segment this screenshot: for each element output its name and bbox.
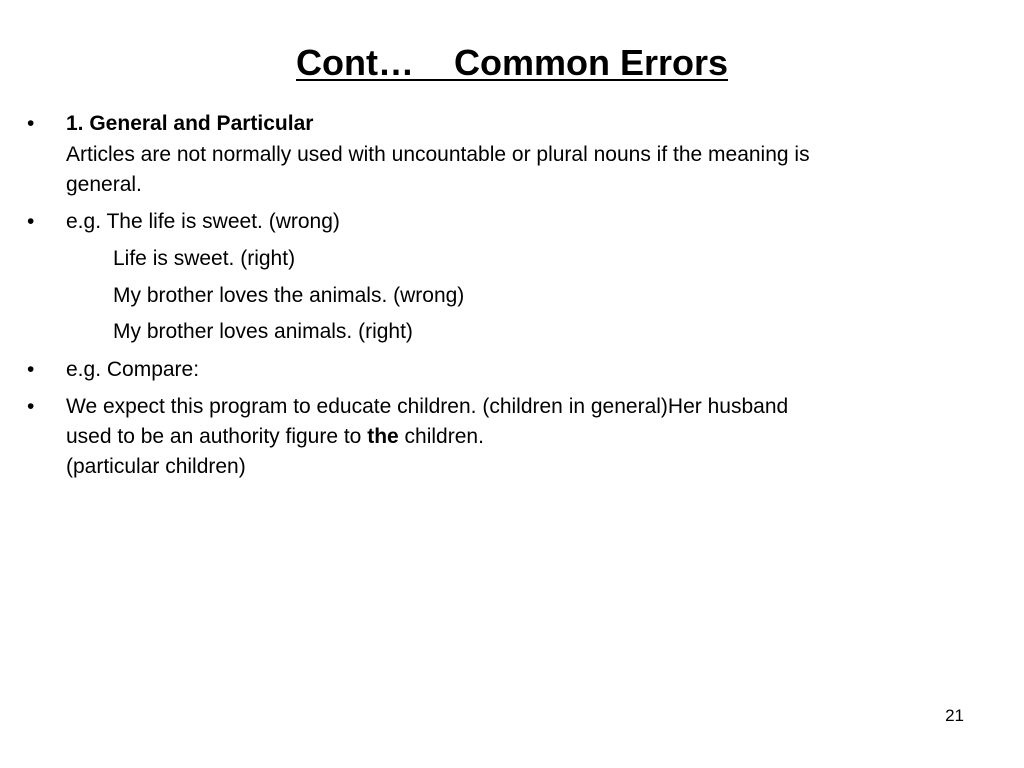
bullet-marker: • xyxy=(27,210,35,233)
item1-line2: general. xyxy=(66,173,142,196)
item1-line1: Articles are not normally used with uncountable or plural nouns if the meaning is xyxy=(66,143,810,166)
item2-sub1: Life is sweet. (right) xyxy=(113,247,296,270)
item4-line2 xyxy=(66,422,484,452)
item4-line2-bold: the xyxy=(367,425,399,448)
item2-sub3: My brother loves animals. (right) xyxy=(113,320,413,343)
item4-line3: (particular children) xyxy=(66,455,246,478)
item4-line2-pre: used to be an authority figure to xyxy=(66,425,368,448)
bullet-marker: • xyxy=(27,112,35,135)
bullet-marker: • xyxy=(27,358,35,381)
item1-heading: 1. General and Particular xyxy=(66,112,314,135)
slide-title-text: Cont… Common Errors xyxy=(295,42,729,83)
page-number: 21 xyxy=(945,706,964,725)
item4-line2-post: children. xyxy=(398,425,484,448)
item4-line1: We expect this program to educate children. (children in general)Her husband xyxy=(66,395,789,418)
bullet-marker: • xyxy=(27,395,35,418)
item3-text: e.g. Compare: xyxy=(66,358,200,381)
item2-sub2: My brother loves the animals. (wrong) xyxy=(113,284,465,307)
item2-example: e.g. The life is sweet. (wrong) xyxy=(66,210,340,233)
